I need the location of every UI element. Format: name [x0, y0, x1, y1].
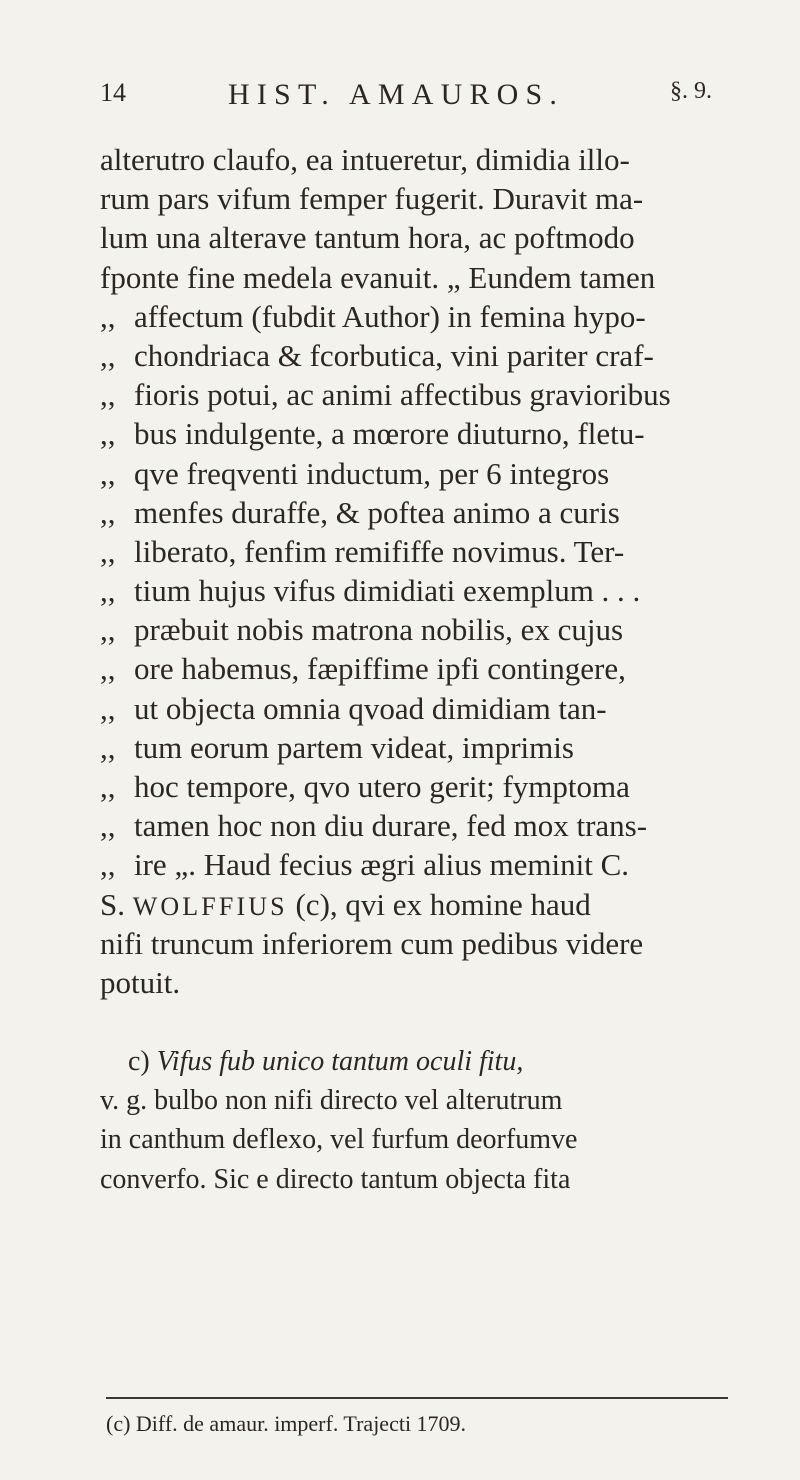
text-line: lum una alterave tantum hora, ac poftmodo — [100, 220, 635, 256]
quote-mark: ,, — [100, 455, 116, 491]
footnote-line: v. g. bulbo non nifi directo vel alterutrum — [100, 1085, 563, 1117]
author-name: WOLFFIUS — [132, 891, 288, 921]
quote-mark: ,, — [100, 769, 116, 804]
text-line: S. WOLFFIUS (c), qvi ex homine haud — [100, 886, 591, 922]
quote-mark: ,, — [100, 377, 116, 413]
text-line: nifi truncum inferiorem cum pedibus videre — [100, 925, 644, 961]
quote-mark: ,, — [100, 651, 116, 687]
quoted-line: ,, chondriaca & fcorbutica, vini pariter craf- — [100, 336, 730, 375]
quote-mark: ,, — [100, 573, 116, 609]
quote-mark: ,, — [100, 533, 116, 569]
quote-mark: ,, — [100, 494, 116, 530]
running-title: HIST. AMAUROS. — [228, 78, 565, 111]
footnote-heading: Vifus fub unico tantum oculi fitu, — [156, 1046, 524, 1077]
quoted-line: ,, ut objecta omnia qvoad dimidiam tan- — [100, 689, 730, 728]
quoted-line: ,, fioris potui, ac animi affectibus gravioribus — [100, 375, 730, 414]
quoted-line: ,, tium hujus vifus dimidiati exemplum . . . — [100, 571, 730, 610]
quoted-line: ,, bus indulgente, a mœrore diuturno, fletu- — [100, 414, 730, 453]
text-line: fponte fine medela evanuit. „ Eundem tamen — [100, 259, 656, 295]
main-text — [100, 140, 730, 1002]
quoted-line: ,, liberato, fenfim remififfe novimus. Ter- — [100, 532, 730, 571]
quoted-line: ,, qve freqventi inductum, per 6 integros — [100, 454, 730, 493]
page-number: 14 — [100, 78, 126, 107]
footnote-label: c) — [128, 1046, 150, 1077]
quote-mark: ,, — [100, 729, 116, 765]
quoted-line: ,, menfes duraffe, & poftea animo a curis — [100, 493, 730, 532]
running-head — [100, 70, 712, 120]
quoted-line: ,, ore habemus, fæpiffime ipfi contingere, — [100, 649, 730, 688]
quoted-line: ,, præbuit nobis matrona nobilis, ex cujus — [100, 610, 730, 649]
footnote-line — [100, 1042, 730, 1081]
text-line: alterutro claufo, ea intueretur, dimidia illo- — [100, 142, 630, 177]
quote-mark: ,, — [100, 298, 116, 334]
quoted-line: ,, ire „. Haud fecius ægri alius meminit C. — [100, 845, 730, 884]
quoted-line: ,, tum eorum partem videat, imprimis — [100, 728, 730, 767]
section-mark: §. 9. — [670, 78, 712, 104]
footnote-line: converfo. Sic e directo tantum objecta fita — [100, 1163, 571, 1195]
text-line: potuit. — [100, 964, 181, 1000]
quote-mark: ,, — [100, 808, 116, 844]
footnote-block — [100, 1042, 730, 1199]
quote-mark: ,, — [100, 337, 116, 373]
quote-mark: ,, — [100, 847, 116, 883]
quote-mark: ,, — [100, 612, 116, 648]
footnote-rule — [106, 1397, 728, 1399]
quote-mark: ,, — [100, 416, 116, 452]
quoted-line: ,, affectum (fubdit Author) in femina hypo- — [100, 297, 730, 336]
quote-mark: ,, — [100, 690, 116, 726]
footnote-line: in canthum deflexo, vel furfum deorfumve — [100, 1124, 578, 1156]
bottom-footnote: (c) Diff. de amaur. imperf. Trajecti 1709. — [106, 1411, 467, 1436]
text-line: rum pars vifum femper fugerit. Duravit ma- — [100, 181, 644, 217]
quoted-line: ,, hoc tempore, qvo utero gerit; fymptoma — [100, 767, 730, 806]
quoted-line: ,, tamen hoc non diu durare, fed mox trans- — [100, 806, 730, 845]
